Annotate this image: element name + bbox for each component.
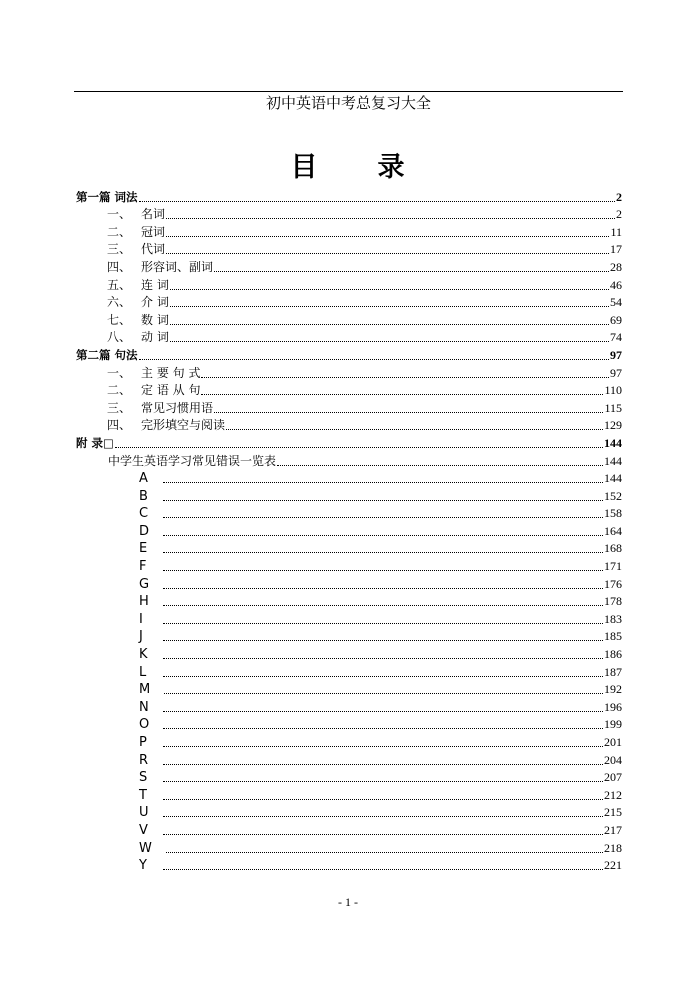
toc-entry-page: 97 <box>610 365 622 380</box>
dot-leader <box>163 482 603 483</box>
toc-entry-page: 144 <box>604 471 622 486</box>
toc-entry-page: 158 <box>604 506 622 521</box>
dot-leader <box>163 781 603 782</box>
toc-entry-text: 数 词 <box>141 312 169 327</box>
toc-entry-number: 三、 <box>107 242 132 257</box>
toc-entry-page: 54 <box>610 295 622 310</box>
toc-entry-letter[interactable] <box>76 785 622 803</box>
dot-leader <box>163 623 603 624</box>
toc-entry-letter[interactable] <box>76 750 622 768</box>
toc-entry-page: 11 <box>610 224 622 239</box>
toc-entry-label <box>76 366 200 381</box>
toc-entry-page: 187 <box>604 664 622 679</box>
toc-entry-label <box>76 295 169 310</box>
toc-entry-text: 主 要 句 式 <box>141 365 201 380</box>
toc-entry-page: 176 <box>604 576 622 591</box>
toc-entry-sec[interactable] <box>76 205 622 223</box>
toc-entry-page: 204 <box>604 752 622 767</box>
toc-entry-label: K <box>139 647 148 663</box>
toc-entry-label: G <box>139 576 150 592</box>
table-of-contents <box>76 187 622 873</box>
toc-entry-sec[interactable] <box>76 328 622 346</box>
toc-entry-page: 183 <box>604 611 622 626</box>
toc-entry-letter[interactable] <box>76 662 622 680</box>
toc-entry-label: W <box>139 840 152 856</box>
toc-entry-letter[interactable] <box>76 469 622 487</box>
toc-entry-number: 五、 <box>107 277 132 292</box>
toc-entry-letter[interactable] <box>76 504 622 522</box>
toc-entry-letter[interactable] <box>76 521 622 539</box>
toc-heading-right: 录 <box>377 152 407 183</box>
toc-entry-letter[interactable] <box>76 556 622 574</box>
toc-entry-page: 201 <box>604 735 622 749</box>
toc-entry-sec[interactable] <box>76 363 622 381</box>
toc-entry-number: 一、 <box>107 207 132 222</box>
toc-entry-label <box>76 401 213 416</box>
toc-entry-label: P <box>139 735 147 750</box>
toc-entry-letter[interactable] <box>76 627 622 645</box>
toc-entry-page: 46 <box>610 277 622 292</box>
toc-entry-label: C <box>139 506 149 522</box>
toc-entry-label: J <box>139 629 143 645</box>
toc-entry-label: T <box>139 787 147 803</box>
toc-entry-page: 217 <box>604 822 622 837</box>
toc-entry-sec[interactable] <box>76 293 622 311</box>
toc-entry-label <box>76 418 225 433</box>
toc-entry-page: 74 <box>610 330 622 345</box>
toc-entry-sec[interactable] <box>76 222 622 240</box>
toc-entry-sec[interactable] <box>76 257 622 275</box>
dot-leader <box>163 799 603 800</box>
toc-entry-label <box>76 313 169 328</box>
toc-entry-label: O <box>139 717 150 733</box>
toc-entry-sec[interactable] <box>76 275 622 293</box>
toc-entry-number: 二、 <box>107 224 132 239</box>
toc-entry-label: U <box>139 805 149 821</box>
running-header-title: 初中英语中考总复习大全 <box>265 94 431 112</box>
toc-entry-label: V <box>139 822 148 838</box>
toc-entry-label: L <box>139 664 147 680</box>
toc-entry-page: 168 <box>604 541 622 556</box>
toc-entry-number: 六、 <box>107 295 132 310</box>
toc-entry-text: 形容词、副词 <box>141 259 214 274</box>
dot-leader <box>163 764 603 765</box>
dot-leader <box>139 359 609 360</box>
toc-entry-page: 218 <box>604 840 622 855</box>
toc-entry-text: 名词 <box>141 207 166 222</box>
toc-entry-label: H <box>139 594 149 610</box>
toc-entry-letter[interactable] <box>76 715 622 733</box>
dot-leader <box>201 394 603 395</box>
toc-entry-letter[interactable] <box>76 768 622 786</box>
dot-leader <box>163 711 603 712</box>
toc-entry-page: 2 <box>616 189 622 204</box>
toc-entry-text: 动 词 <box>141 330 169 345</box>
dot-leader <box>163 500 603 501</box>
toc-entry-label: 第二篇 句法 <box>76 347 138 362</box>
toc-heading <box>74 150 623 186</box>
dot-leader <box>163 517 603 518</box>
toc-entry-page: 212 <box>604 787 622 802</box>
toc-entry-letter[interactable] <box>76 803 622 821</box>
dot-leader <box>163 676 603 677</box>
toc-entry-letter[interactable] <box>76 574 622 592</box>
toc-entry-label <box>76 242 165 257</box>
header-rule <box>74 91 623 92</box>
toc-entry-label <box>76 260 213 275</box>
toc-entry-page: 129 <box>604 418 622 433</box>
dot-leader <box>166 236 609 237</box>
toc-entry-label: I <box>139 611 143 627</box>
toc-entry-text: 完形填空与阅读 <box>141 418 226 433</box>
dot-leader <box>163 728 603 729</box>
toc-entry-page: 69 <box>610 312 622 327</box>
toc-entry-text: 代词 <box>141 242 166 257</box>
dot-leader <box>214 412 603 413</box>
dot-leader <box>201 377 609 378</box>
toc-entry-number: 二、 <box>107 383 132 398</box>
toc-entry-label: 第一篇 词法 <box>76 189 138 204</box>
toc-entry-label <box>76 207 165 222</box>
toc-entry-label: D <box>139 523 150 539</box>
dot-leader <box>277 465 603 466</box>
toc-entry-page: 17 <box>610 242 622 257</box>
toc-entry-label: S <box>139 770 148 786</box>
dot-leader <box>163 640 603 641</box>
dot-leader <box>166 852 603 853</box>
toc-entry-number: 三、 <box>107 400 132 415</box>
toc-entry-number: 八、 <box>107 330 132 345</box>
dot-leader <box>164 693 603 694</box>
dot-leader <box>163 746 603 747</box>
toc-entry-number: 一、 <box>107 365 132 380</box>
dot-leader <box>163 588 603 589</box>
toc-entry-number: 七、 <box>107 312 132 327</box>
toc-entry-part[interactable] <box>76 345 622 363</box>
toc-entry-sec[interactable] <box>76 240 622 258</box>
toc-entry-page: 97 <box>610 347 622 362</box>
dot-leader <box>170 289 609 290</box>
toc-entry-letter[interactable] <box>76 592 622 610</box>
toc-entry-letter[interactable] <box>76 697 622 715</box>
toc-entry-label: N <box>139 699 149 715</box>
toc-entry-letter[interactable] <box>76 539 622 557</box>
dot-leader <box>163 535 603 536</box>
toc-entry-page: 196 <box>604 699 622 714</box>
toc-entry-label: B <box>139 488 148 504</box>
toc-entry-page: 171 <box>604 559 622 574</box>
toc-entry-label: 附 录□ <box>76 435 114 450</box>
dot-leader <box>166 218 615 219</box>
dot-leader <box>163 605 603 606</box>
toc-entry-page: 178 <box>604 594 622 609</box>
toc-entry-page: 144 <box>604 435 622 450</box>
dot-leader <box>170 324 609 325</box>
toc-entry-label <box>76 278 169 293</box>
dot-leader <box>163 816 603 817</box>
toc-entry-text: 冠词 <box>141 224 166 239</box>
toc-entry-label: R <box>139 752 149 768</box>
toc-entry-text: 定 语 从 句 <box>141 383 201 398</box>
dot-leader <box>166 253 609 254</box>
toc-entry-letter[interactable] <box>76 680 622 698</box>
toc-entry-label <box>76 330 169 345</box>
toc-entry-letter[interactable] <box>76 609 622 627</box>
dot-leader <box>115 447 603 448</box>
toc-entry-page: 2 <box>616 207 622 222</box>
toc-entry-page: 185 <box>604 629 622 644</box>
toc-entry-sec[interactable] <box>76 398 622 416</box>
toc-entry-page: 144 <box>604 453 622 468</box>
toc-entry-text: 介 词 <box>141 295 169 310</box>
toc-entry-label <box>76 225 165 240</box>
dot-leader <box>163 869 603 870</box>
toc-entry-label: F <box>139 559 147 575</box>
toc-entry-sec[interactable] <box>76 416 622 434</box>
toc-entry-part[interactable] <box>76 187 622 205</box>
toc-entry-label: M <box>139 682 151 698</box>
dot-leader <box>139 201 615 202</box>
toc-entry-letter[interactable] <box>76 820 622 838</box>
dot-leader <box>163 570 603 571</box>
dot-leader <box>163 658 603 659</box>
toc-entry-letter[interactable] <box>76 856 622 874</box>
toc-entry-label: 中学生英语学习常见错误一览表 <box>108 453 277 468</box>
toc-entry-page: 115 <box>604 400 622 415</box>
toc-entry-label <box>76 383 200 398</box>
toc-entry-label: E <box>139 541 148 557</box>
dot-leader <box>170 341 609 342</box>
toc-entry-label: A <box>139 471 148 487</box>
toc-entry-sec[interactable] <box>76 310 622 328</box>
toc-entry-sub[interactable] <box>76 451 622 469</box>
toc-entry-page: 28 <box>610 259 622 274</box>
toc-entry-letter[interactable] <box>76 644 622 662</box>
toc-entry-page: 152 <box>604 488 622 503</box>
page-number: - 1 - <box>338 895 358 909</box>
toc-entry-number: 四、 <box>107 259 132 274</box>
toc-entry-page: 192 <box>604 682 622 697</box>
toc-entry-letter[interactable] <box>76 486 622 504</box>
toc-entry-page: 199 <box>604 717 622 732</box>
toc-entry-letter[interactable] <box>76 838 622 856</box>
toc-heading-left: 目 <box>290 152 320 183</box>
toc-entry-text: 常见习惯用语 <box>141 400 214 415</box>
toc-entry-page: 110 <box>604 383 622 398</box>
toc-entry-page: 164 <box>604 523 622 538</box>
toc-entry-part[interactable] <box>76 433 622 451</box>
toc-entry-number: 四、 <box>107 418 132 433</box>
dot-leader <box>226 429 603 430</box>
toc-entry-label: Y <box>139 858 147 874</box>
toc-entry-page: 221 <box>604 858 622 873</box>
dot-leader <box>163 834 603 835</box>
toc-entry-page: 207 <box>604 770 622 785</box>
toc-entry-page: 186 <box>604 647 622 662</box>
toc-entry-text: 连 词 <box>141 277 169 292</box>
toc-entry-sec[interactable] <box>76 381 622 399</box>
dot-leader <box>214 271 609 272</box>
toc-entry-page: 215 <box>604 805 622 820</box>
dot-leader <box>170 306 609 307</box>
toc-entry-letter[interactable] <box>76 732 622 750</box>
dot-leader <box>163 552 603 553</box>
